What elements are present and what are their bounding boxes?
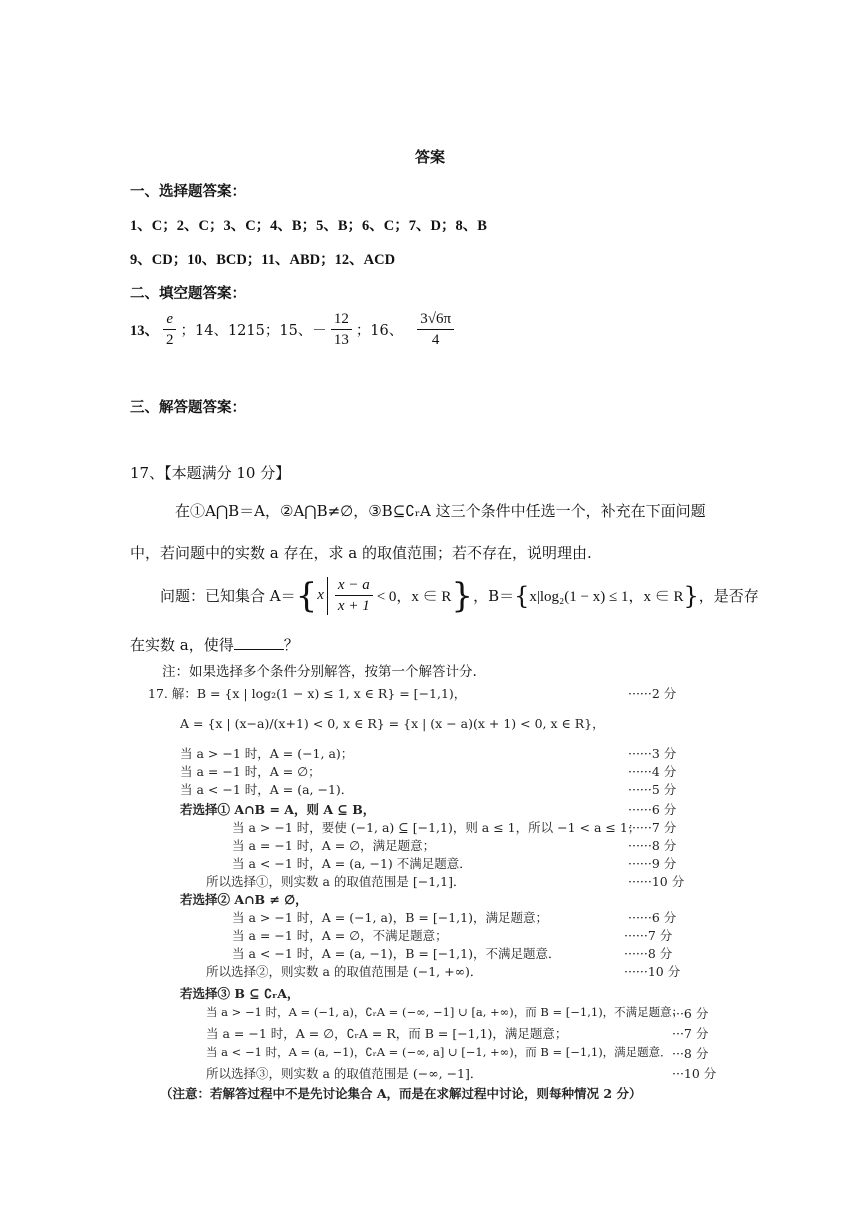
score-mark: ······8 分 [624,946,673,961]
q13-numerator: e [163,310,176,330]
set-divider [327,577,328,615]
solution-note: （注意：若解答过程中不是先讨论集合 A，而是在求解过程中讨论，则每种情况 2 分） [160,1086,642,1101]
blank-prefix: 在实数 a，使得 [130,636,234,654]
score-mark: ······2 分 [628,686,677,701]
q16-numerator: 3√6π [417,310,454,330]
score-mark: ···8 分 [672,1046,709,1061]
q17-header: 17、【本题满分 10 分】 [130,464,291,482]
score-mark: ···7 分 [672,1026,709,1041]
set-b-body: x|log₂(1 − x) ≤ 1，x ∈ R [529,589,684,605]
set-a-condition: < 0，x ∈ R [376,589,452,605]
score-mark: ······9 分 [628,856,677,871]
score-mark: ···10 分 [672,1066,717,1081]
set-a-fraction [335,576,373,615]
section-heading-choice: 一、选择题答案： [130,183,246,200]
choice-answers-line-1: 1、C；2、C；3、C；4、B；5、B；6、C；7、D；8、B [130,218,487,234]
q13-label: 13、 [130,323,159,339]
q15-numerator: 12 [331,310,352,330]
score-mark: ······5 分 [628,782,677,797]
right-brace-icon: } [683,581,699,610]
score-mark: ···6 分 [672,1006,709,1021]
blank-suffix: ？ [283,636,299,654]
solution-line: 当 a > −1 时，A = (−1, a)； [180,746,354,761]
section-heading-solve: 三、解答题答案： [130,399,246,416]
score-mark: ······8 分 [628,838,677,853]
solution-line: 当 a > −1 时，A = (−1, a)，B = [−1,1)，满足题意； [232,910,548,925]
page-title: 答案 [414,148,445,166]
q13-denominator: 2 [166,332,174,348]
solution-line: 所以选择①，则实数 a 的取值范围是 [−1,1]． [206,874,466,889]
score-mark: ······6 分 [628,910,677,925]
solution-line: 所以选择③，则实数 a 的取值范围是 (−∞, −1]． [206,1066,483,1081]
answer-blank [234,635,284,650]
q16-label: ；16、 [355,323,404,339]
set-a-numerator: x − a [335,576,373,596]
q17-blank-line [130,634,299,655]
solution-line: 当 a = −1 时，A = ∅，满足题意； [232,838,436,853]
solution-line: 当 a = −1 时，A = ∅，不满足题意； [232,928,448,943]
score-mark: ······4 分 [628,764,677,779]
set-a-var: x [317,587,324,603]
fill-answers-middle: ；14、1215；15、－ [180,323,327,339]
q16-denominator: 4 [431,332,440,348]
solution-line: 当 a < −1 时，A = (a, −1)． [180,782,354,797]
score-mark: ······10 分 [628,874,685,889]
fill-answers [130,310,458,349]
q15-denominator: 13 [333,332,349,348]
solution-line: 所以选择②，则实数 a 的取值范围是 (−1, +∞)． [206,964,483,979]
score-mark: ······6 分 [628,802,677,817]
q15-fraction [331,310,352,349]
solution-line: 当 a > −1 时，要使 (−1, a) ⊆ [−1,1)，则 a ≤ 1，所以 −1 < a ≤ 1； [232,820,641,835]
left-brace-icon: { [295,575,318,616]
left-brace-icon: { [514,581,530,610]
score-mark: ······3 分 [628,746,677,761]
q17-problem [160,576,759,615]
solution-line: 当 a = −1 时，A = ∅，∁ᵣA = R，而 B = [−1,1)，满足题意； [206,1026,568,1041]
problem-prefix: 问题：已知集合 A＝ [160,587,296,605]
q16-fraction [417,310,454,349]
set-b-tail: ，是否存 [698,587,759,605]
section-heading-fill: 二、填空题答案： [130,285,246,302]
solution-line: 若选择① A∩B = A，则 A ⊆ B， [180,802,376,817]
set-b-prefix: ，B＝ [473,587,515,605]
solution-line: 若选择③ B ⊆ ∁ᵣA， [180,986,300,1001]
q13-fraction [163,310,177,349]
solution-line: 17. 解：B = {x | log₂(1 − x) ≤ 1, x ∈ R} = [−1,1)， [148,686,467,701]
q17-condition-line: 在①A⋂B＝A，②A⋂B≠∅，③B⊆∁ᵣA 这三个条件中任选一个，补充在下面问题 [175,502,706,520]
solution-line: 当 a = −1 时，A = ∅； [180,764,321,779]
solution-line: 当 a < −1 时，A = (a, −1)，B = [−1,1)，不满足题意． [232,946,561,961]
q17-note: 注：如果选择多个条件分别解答，按第一个解答计分. [162,664,477,680]
set-a-denominator: x + 1 [337,598,370,614]
solution-line: 当 a > −1 时，A = (−1, a)，∁ᵣA = (−∞, −1] ∪ [a, +∞)，而 B = [−1,1)，不满足题意； [206,1005,684,1019]
choice-answers-line-2: 9、CD；10、BCD；11、ABD；12、ACD [130,252,396,268]
solution-line: 若选择② A∩B ≠ ∅， [180,892,308,907]
q17-condition-line-2: 中，若问题中的实数 a 存在，求 a 的取值范围；若不存在，说明理由. [130,544,592,562]
score-mark: ······7 分 [628,820,677,835]
score-mark: ······10 分 [624,964,681,979]
score-mark: ······7 分 [624,928,673,943]
solution-line: 当 a < −1 时，A = (a, −1)，∁ᵣA = (−∞, a] ∪ [−1, +∞)，而 B = [−1,1)，满足题意． [206,1045,672,1059]
right-brace-icon: } [451,575,474,616]
solution-line: 当 a < −1 时，A = (a, −1) 不满足题意． [232,856,472,871]
solution-line: A = {x | (x−a)/(x+1) < 0, x ∈ R} = {x | (x − a)(x + 1) < 0, x ∈ R}， [180,716,605,731]
